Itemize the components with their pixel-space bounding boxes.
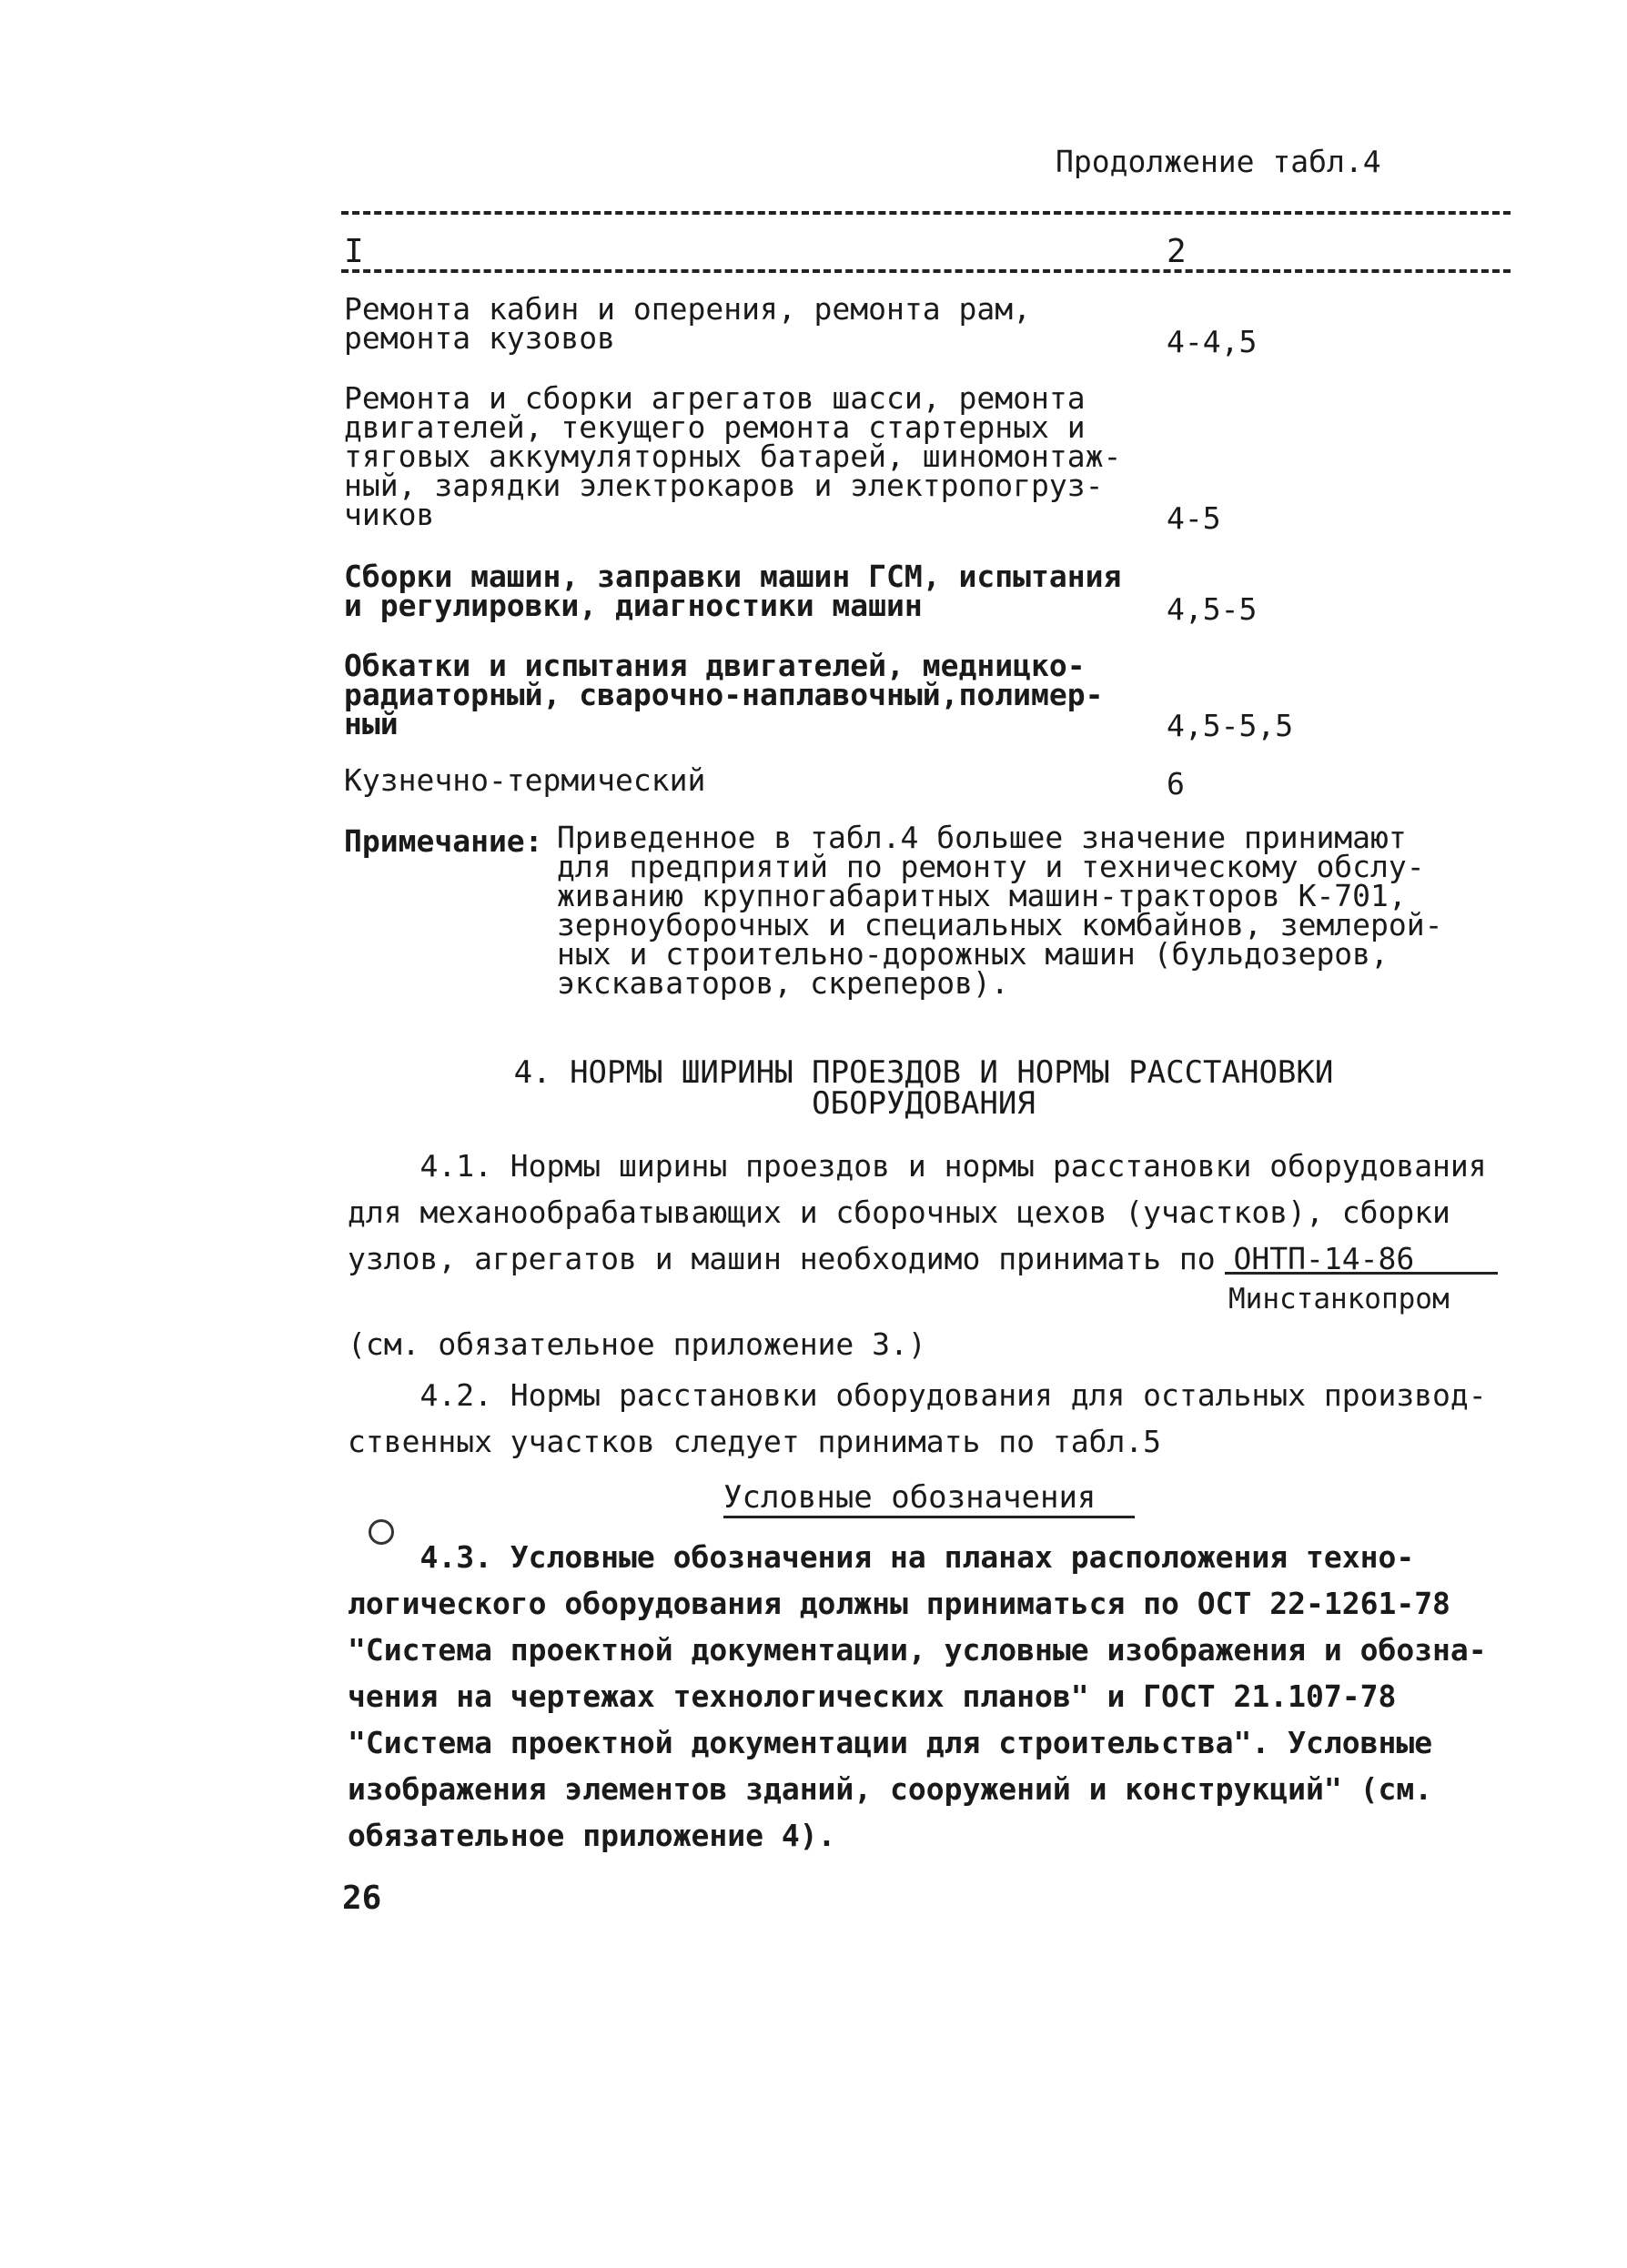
table-row-2-value: 4-5 (1167, 500, 1221, 536)
table-row-4-value: 4,5-5,5 (1167, 708, 1294, 743)
table-row-3-value: 4,5-5 (1167, 591, 1258, 627)
table-row-4-description: Обкатки и испытания двигателей, медницко- радиаторный, сварочно-наплавочный,полимер- ный (344, 648, 1104, 741)
table-row-2-description: Ремонта и сборки агрегатов шасси, ремонта двигателей, текущего ремонта стартерных и тяговых аккумуляторных батарей, шиномонтаж- ный, зарядки электрокаров и электропогруз- чиков (344, 380, 1122, 532)
table-col2-header: 2 (1167, 233, 1187, 270)
subheading-underline (723, 1516, 1135, 1518)
subheading-symbols: Условные обозначения (723, 1479, 1096, 1516)
note-label: Примечание: (344, 823, 543, 859)
paragraph-4-3: 4.3. Условные обозначения на планах расположения техно- логического оборудования должны приниматься по ОСТ 22-1261-78 "Система проектной документации, условные изображения и обозна- чения на чертежах технологических планов" и ГОСТ 21.107-78 "Система проектной документации для строительства". Условные изображения элементов зданий, сооружений и конструкций" (см. обязательное приложение 4). (348, 1539, 1487, 1853)
table-row-3-description: Сборки машин, заправки машин ГСМ, испытания и регулировки, диагностики машин (344, 559, 1122, 623)
table-header-rule (341, 269, 1511, 273)
table-row-1-description: Ремонта кабин и оперения, ремонта рам, ремонта кузовов (344, 291, 1031, 356)
table-row-1-value: 4-4,5 (1167, 324, 1258, 359)
table-col1-header: I (344, 233, 364, 270)
paragraph-4-1: 4.1. Нормы ширины проездов и нормы расстановки оборудования для механообрабатывающих и сборочных цехов (участков), сборки узлов, агрегатов и машин необходимо принимать по ОНТП-14-86 (348, 1148, 1487, 1276)
table-row-5-description: Кузнечно-термический (344, 762, 706, 798)
table-continuation-label: Продолжение табл.4 (1056, 144, 1381, 179)
standard-reference-underline (1225, 1272, 1498, 1275)
paragraph-4-2: 4.2. Нормы расстановки оборудования для остальных производ- ственных участков следует принимать по табл.5 (348, 1377, 1487, 1459)
section-4-title: 4. НОРМЫ ШИРИНЫ ПРОЕЗДОВ И НОРМЫ РАССТАНОВКИ ОБОРУДОВАНИЯ (513, 1054, 1334, 1122)
table-row-5-value: 6 (1167, 766, 1185, 801)
paragraph-4-1-end: (см. обязательное приложение 3.) (348, 1326, 926, 1362)
page-number: 26 (342, 1880, 382, 1917)
paragraph-4-1-ministry: Минстанкопром (1228, 1283, 1450, 1315)
table-top-rule (341, 211, 1511, 215)
note-text: Приведенное в табл.4 большее значение принимают для предприятий по ремонту и техническому обслу- живанию крупногабаритных машин-тракторов К-701, зерноуборочных и специальных комбайнов, землерой- ных и строительно-дорожных машин (бульдозеров, экскаваторов, скреперов). (557, 820, 1443, 1001)
